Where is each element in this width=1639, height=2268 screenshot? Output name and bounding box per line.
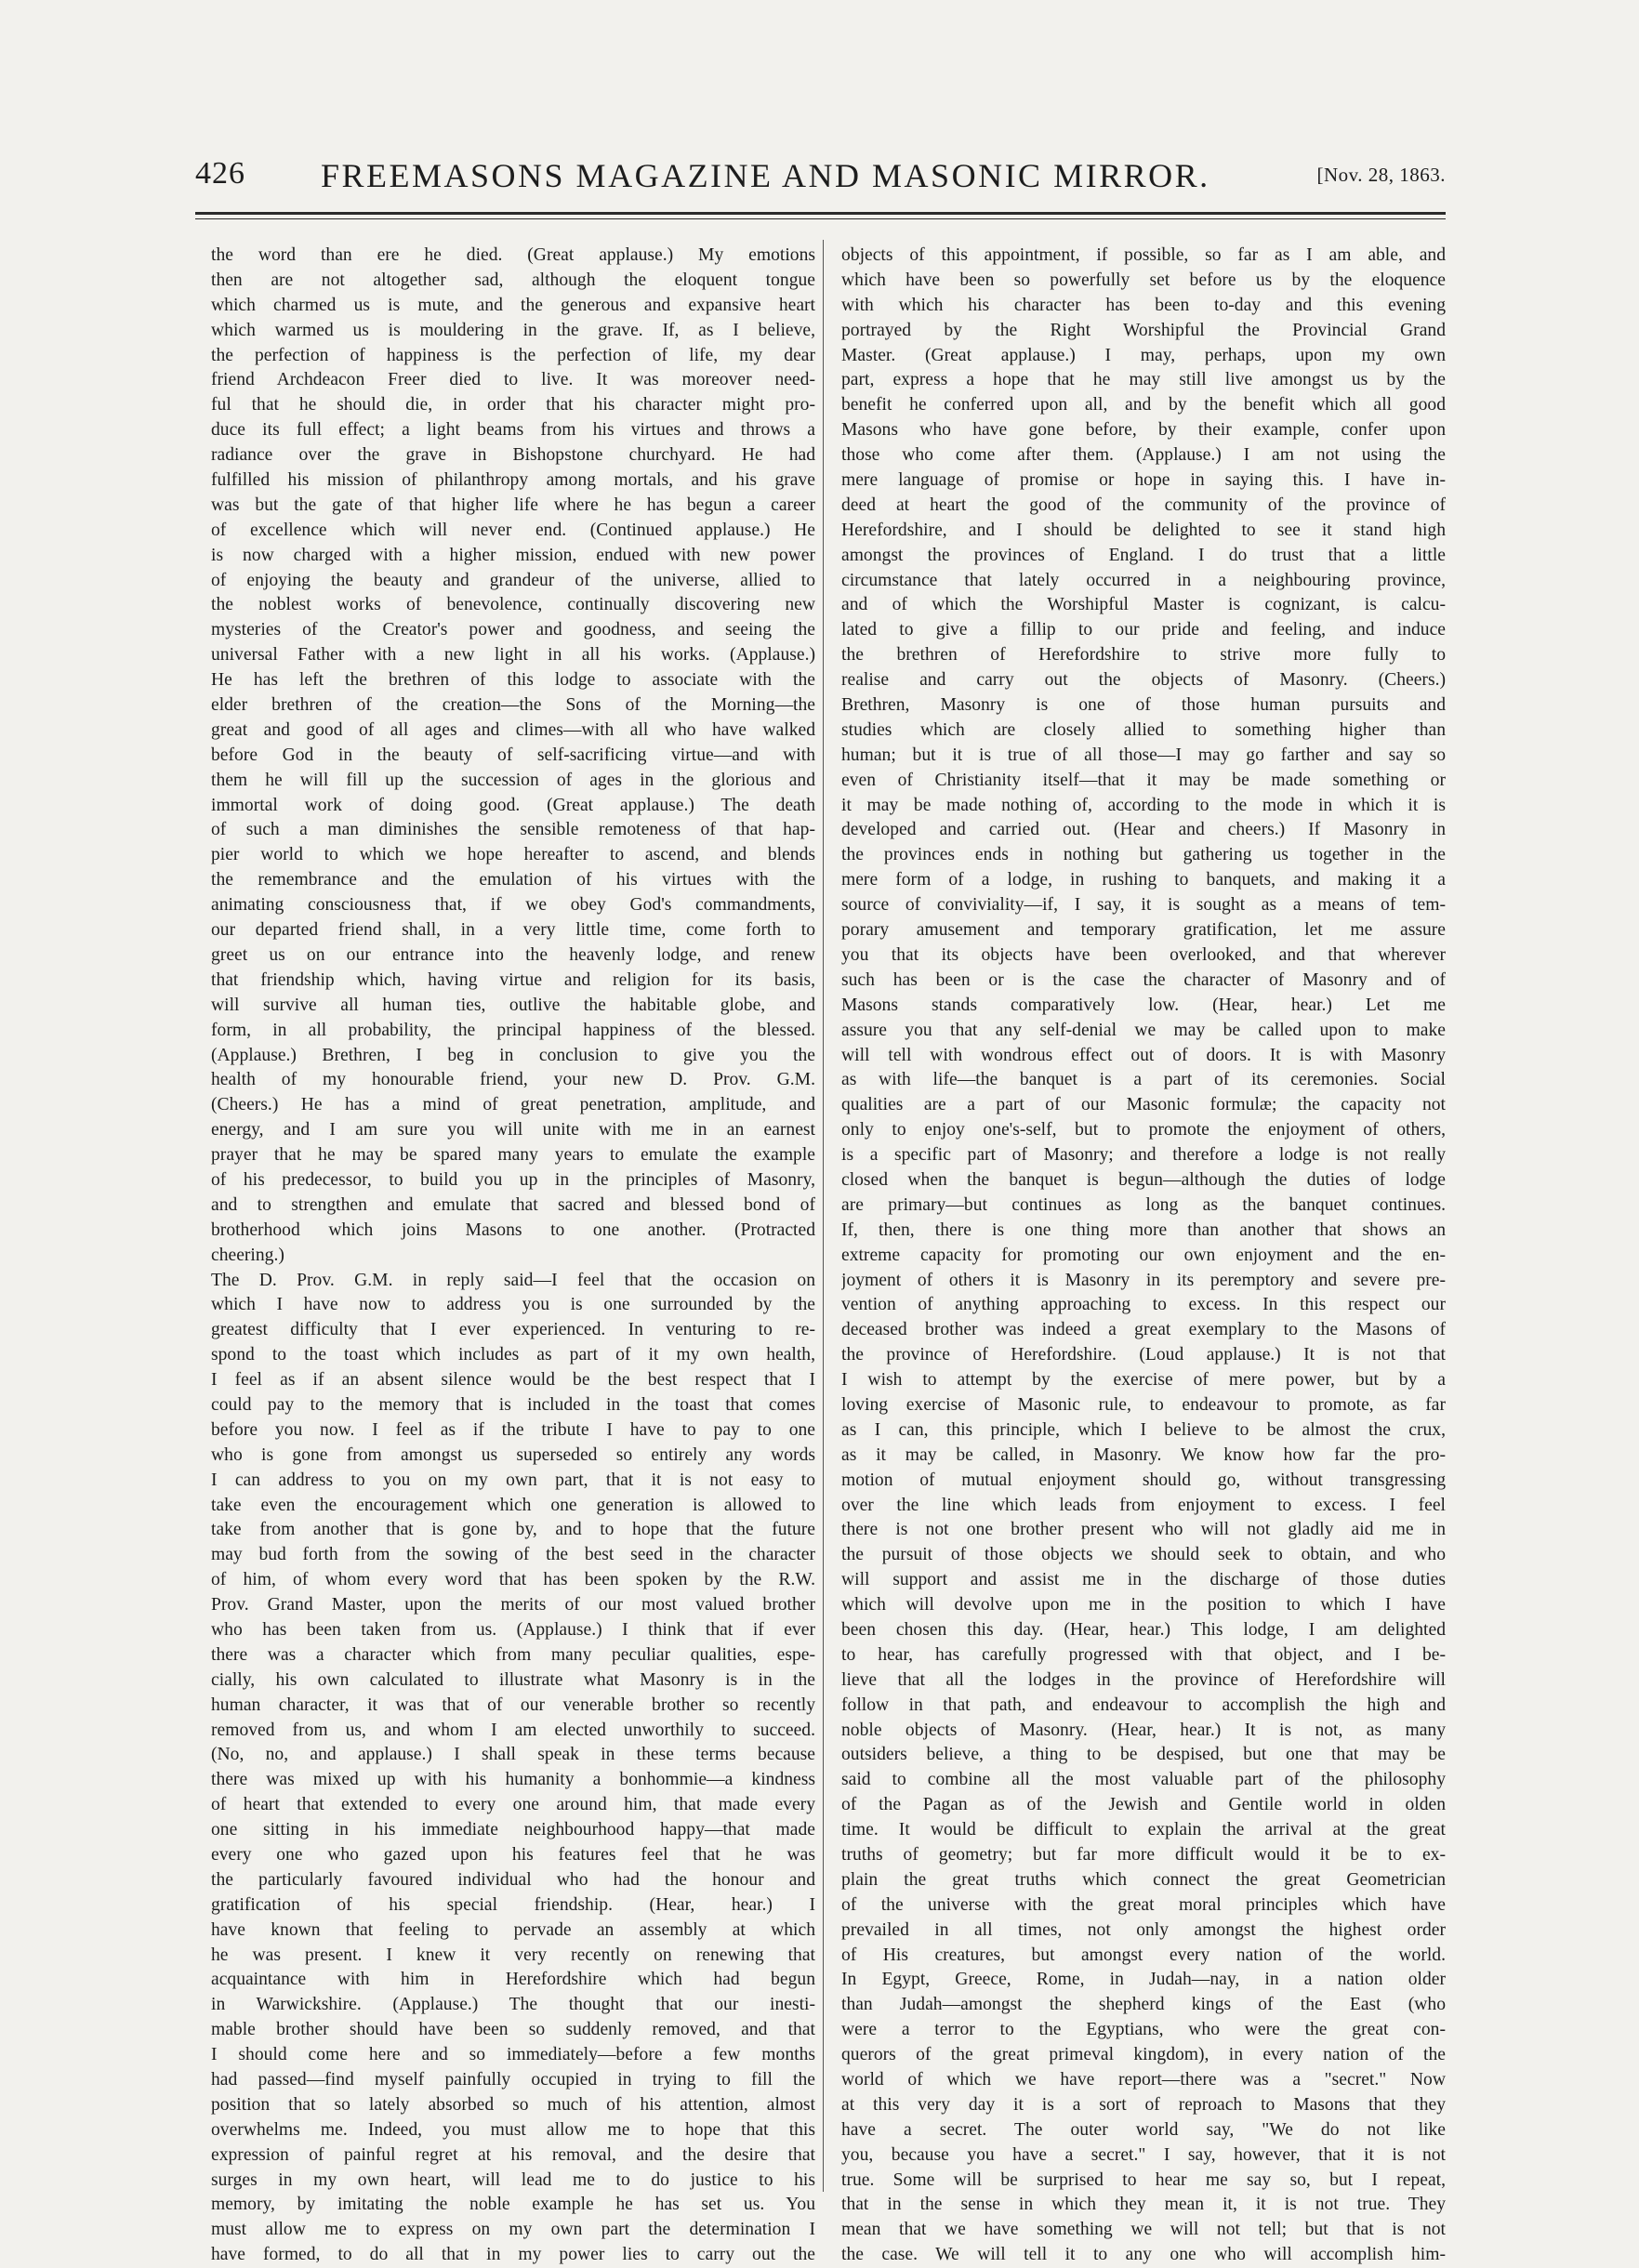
text-line: motion of mutual enjoyment should go, without transgressing — [841, 1470, 1446, 1490]
text-line: part, express a hope that he may still live amongst us by the — [841, 370, 1446, 390]
text-line: prevailed in all times, not only amongst the highest order — [841, 1919, 1446, 1940]
text-line: even of Christianity itself—that it may be made something or — [841, 770, 1446, 790]
text-line: may bud forth from the sowing of the best seed in the character — [211, 1545, 815, 1565]
text-line: qualities are a part of our Masonic formulæ; the capacity not — [841, 1095, 1446, 1115]
text-line: removed from us, and whom I am elected unworthily to succeed. — [211, 1720, 815, 1740]
text-line: take even the encouragement which one generation is allowed to — [211, 1495, 815, 1515]
text-line: could pay to the memory that is included in the toast that comes — [211, 1394, 815, 1415]
text-line: form, in all probability, the principal happiness of the blessed. — [211, 1020, 815, 1040]
text-line: I wish to attempt by the exercise of mere power, but by a — [841, 1370, 1446, 1391]
text-line: friend Archdeacon Freer died to live. It was moreover need- — [211, 370, 815, 390]
text-line: such has been or is the case the character of Masonry and of — [841, 969, 1446, 990]
text-line: are primary—but continues as long as the banquet continues. — [841, 1194, 1446, 1215]
text-line: overwhelms me. Indeed, you must allow me to hope that this — [211, 2119, 815, 2140]
text-line: every one who gazed upon his features feel that he was — [211, 1845, 815, 1865]
text-line: pier world to which we hope hereafter to ascend, and blends — [211, 845, 815, 865]
text-line: expression of painful regret at his removal, and the desire that — [211, 2144, 815, 2165]
text-line: gratification of his special friendship. (Hear, hear.) I — [211, 1894, 815, 1915]
text-line: noble objects of Masonry. (Hear, hear.) It is not, as many — [841, 1720, 1446, 1740]
text-line: mere language of promise or hope in saying this. I have in- — [841, 470, 1446, 491]
text-line: deed at heart the good of the community of the province of — [841, 494, 1446, 515]
text-line: Master. (Great applause.) I may, perhaps, upon my own — [841, 345, 1446, 365]
text-line: one sitting in his immediate neighbourhood happy—that made — [211, 1820, 815, 1840]
text-line: radiance over the grave in Bishopstone churchyard. He had — [211, 445, 815, 466]
text-line: have known that feeling to pervade an assembly at which — [211, 1919, 815, 1940]
text-line: that friendship which, having virtue and religion for its basis, — [211, 969, 815, 990]
text-line: fulfilled his mission of philanthropy among mortals, and his grave — [211, 470, 815, 491]
text-line: before God in the beauty of self-sacrificing virtue—and with — [211, 745, 815, 765]
text-line: realise and carry out the objects of Masonry. (Cheers.) — [841, 670, 1446, 691]
text-line: studies which are closely allied to something higher than — [841, 719, 1446, 740]
text-line: of the universe with the great moral principles which have — [841, 1894, 1446, 1915]
text-line: health of my honourable friend, your new D. Prov. G.M. — [211, 1070, 815, 1090]
text-line: you that its objects have been overlooked, and that wherever — [841, 944, 1446, 965]
text-line: vention of anything approaching to excess. In this respect our — [841, 1295, 1446, 1315]
text-line: mere form of a lodge, in rushing to banquets, and making it a — [841, 870, 1446, 890]
text-line: human; but it is true of all those—I may go farther and say so — [841, 745, 1446, 765]
text-line: have formed, to do all that in my power lies to carry out the — [211, 2245, 815, 2265]
text-line: closed when the banquet is begun—although the duties of lodge — [841, 1169, 1446, 1190]
masthead-title: FREEMASONS MAGAZINE AND MASONIC MIRROR. — [321, 157, 1210, 194]
header-rule-thin — [195, 218, 1446, 219]
text-line: acquaintance with him in Herefordshire which had begun — [211, 1970, 815, 1990]
text-line: (Cheers.) He has a mind of great penetration, amplitude, and — [211, 1095, 815, 1115]
text-line: mean that we have something we will not tell; but that is not — [841, 2220, 1446, 2240]
text-line: only to enjoy one's-self, but to promote the enjoyment of others, — [841, 1120, 1446, 1141]
text-line: deceased brother was indeed a great exemplary to the Masons of — [841, 1320, 1446, 1340]
text-line: Herefordshire, and I should be delighted to see it stand high — [841, 520, 1446, 540]
text-line: which warmed us is mouldering in the grave. If, as I believe, — [211, 320, 815, 340]
text-line: been chosen this day. (Hear, hear.) This lodge, I am delighted — [841, 1619, 1446, 1640]
text-line: animating consciousness that, if we obey God's commandments, — [211, 895, 815, 916]
text-line: who is gone from amongst us superseded so entirely any words — [211, 1444, 815, 1465]
text-line: in Warwickshire. (Applause.) The thought that our inesti- — [211, 1995, 815, 2015]
text-line: mysteries of the Creator's power and goodness, and seeing the — [211, 620, 815, 640]
text-line: memory, by imitating the noble example he has set us. You — [211, 2195, 815, 2215]
text-line: plain the great truths which connect the great Geometrician — [841, 1869, 1446, 1890]
text-line: immortal work of doing good. (Great applause.) The death — [211, 795, 815, 815]
page-header — [195, 156, 1446, 203]
text-line: portrayed by the Right Worshipful the Provincial Grand — [841, 320, 1446, 340]
text-line: the provinces ends in nothing but gathering us together in the — [841, 845, 1446, 865]
text-line: said to combine all the most valuable part of the philosophy — [841, 1770, 1446, 1790]
text-line: of enjoying the beauty and grandeur of the universe, allied to — [211, 570, 815, 590]
text-line: brotherhood which joins Masons to one another. (Protracted — [211, 1220, 815, 1240]
text-line: he was present. I knew it very recently on renewing that — [211, 1945, 815, 1965]
text-line: the remembrance and the emulation of his virtues with the — [211, 870, 815, 890]
text-line: energy, and I am sure you will unite with me in an earnest — [211, 1120, 815, 1141]
text-line: of His creatures, but amongst every nation of the world. — [841, 1945, 1446, 1965]
text-line: have a secret. The outer world say, "We do not like — [841, 2119, 1446, 2140]
text-line: greet us on our entrance into the heavenly lodge, and renew — [211, 944, 815, 965]
text-line: elder brethren of the creation—the Sons of the Morning—the — [211, 695, 815, 716]
text-line: to hear, has carefully progressed with that object, and I be- — [841, 1644, 1446, 1665]
text-line: the word than ere he died. (Great applause.) My emotions — [211, 245, 815, 265]
text-line: the brethren of Herefordshire to strive more fully to — [841, 645, 1446, 666]
text-line: will tell with wondrous effect out of doors. It is with Masonry — [841, 1045, 1446, 1065]
right-column — [841, 244, 1446, 2268]
text-line: extreme capacity for promoting our own enjoyment and the en- — [841, 1245, 1446, 1265]
text-line: (No, no, and applause.) I shall speak in these terms because — [211, 1745, 815, 1765]
text-line: than Judah—amongst the shepherd kings of the East (who — [841, 1995, 1446, 2015]
text-line: of such a man diminishes the sensible remoteness of that hap- — [211, 820, 815, 840]
text-line: and to strengthen and emulate that sacred and blessed bond of — [211, 1194, 815, 1215]
text-line: mable brother should have been so suddenly removed, and that — [211, 2020, 815, 2040]
text-line: is a specific part of Masonry; and therefore a lodge is not really — [841, 1145, 1446, 1166]
text-line: with which his character has been to-day and this evening — [841, 295, 1446, 315]
text-line: will survive all human ties, outlive the habitable globe, and — [211, 995, 815, 1015]
text-line: greatest difficulty that I ever experienced. In venturing to re- — [211, 1320, 815, 1340]
text-line: porary amusement and temporary gratification, let me assure — [841, 920, 1446, 941]
text-line: loving exercise of Masonic rule, to endeavour to promote, as far — [841, 1394, 1446, 1415]
text-line: cheering.) — [211, 1245, 284, 1265]
page-number: 426 — [195, 156, 245, 191]
text-line: it may be made nothing of, according to the mode in which it is — [841, 795, 1446, 815]
text-line: source of conviviality—if, I say, it is sought as a means of tem- — [841, 895, 1446, 916]
text-line: that in the sense in which they mean it, it is not true. They — [841, 2195, 1446, 2215]
text-line: true. Some will be surprised to hear me say so, but I repeat, — [841, 2169, 1446, 2190]
text-line: circumstance that lately occurred in a neighbouring province, — [841, 570, 1446, 590]
issue-date: [Nov. 28, 1863. — [1316, 164, 1446, 186]
text-line: I can address to you on my own part, that it is not easy to — [211, 1470, 815, 1490]
text-line: universal Father with a new light in all his works. (Applause.) — [211, 645, 815, 666]
text-line: In Egypt, Greece, Rome, in Judah—nay, in a nation older — [841, 1970, 1446, 1990]
text-line: who has been taken from us. (Applause.) I think that if ever — [211, 1619, 815, 1640]
text-line: the province of Herefordshire. (Loud applause.) It is not that — [841, 1345, 1446, 1365]
text-line: at this very day it is a sort of reproach to Masons that they — [841, 2094, 1446, 2115]
text-line: cially, his own calculated to illustrate what Masonry is in the — [211, 1669, 815, 1690]
text-line: prayer that he may be spared many years to emulate the example — [211, 1145, 815, 1166]
text-line: the particularly favoured individual who had the honour and — [211, 1869, 815, 1890]
text-line: those who come after them. (Applause.) I am not using the — [841, 445, 1446, 466]
text-line: take from another that is gone by, and to hope that the future — [211, 1520, 815, 1540]
column-divider — [823, 240, 824, 2192]
text-line: great and good of all ages and climes—with all who have walked — [211, 719, 815, 740]
text-line: there was mixed up with his humanity a bonhommie—a kindness — [211, 1770, 815, 1790]
text-line: assure you that any self-denial we may be called upon to make — [841, 1020, 1446, 1040]
text-line: will support and assist me in the discharge of those duties — [841, 1570, 1446, 1590]
text-line: ful that he should die, in order that his character might pro- — [211, 395, 815, 415]
text-line: there was a character which from many peculiar qualities, espe- — [211, 1644, 815, 1665]
text-line: as I can, this principle, which I believe to be almost the crux, — [841, 1419, 1446, 1440]
text-line: querors of the great primeval kingdom), in every nation of the — [841, 2045, 1446, 2065]
text-line: objects of this appointment, if possible, so far as I am able, and — [841, 245, 1446, 265]
text-line: joyment of others it is Masonry in its peremptory and severe pre- — [841, 1270, 1446, 1290]
text-line: lated to give a fillip to our pride and feeling, and induce — [841, 620, 1446, 640]
text-line: our departed friend shall, in a very little time, come forth to — [211, 920, 815, 941]
text-line: was but the gate of that higher life where he has begun a career — [211, 494, 815, 515]
text-line: amongst the provinces of England. I do trust that a little — [841, 545, 1446, 565]
text-line: the case. We will tell it to any one who will accomplish him- — [841, 2245, 1446, 2265]
text-line: which I have now to address you is one surrounded by the — [211, 1295, 815, 1315]
text-line: and of which the Worshipful Master is cognizant, is calcu- — [841, 595, 1446, 615]
text-line: developed and carried out. (Hear and cheers.) If Masonry in — [841, 820, 1446, 840]
text-line: as it may be called, in Masonry. We know how far the pro- — [841, 1444, 1446, 1465]
text-line: human character, it was that of our venerable brother so recently — [211, 1694, 815, 1715]
text-line: duce its full effect; a light beams from his virtues and throws a — [211, 420, 815, 441]
text-line: then are not altogether sad, although the eloquent tongue — [211, 270, 815, 290]
text-line: were a terror to the Egyptians, who were the great con- — [841, 2020, 1446, 2040]
text-line: you, because you have a secret." I say, however, that it is not — [841, 2144, 1446, 2165]
text-line: the noblest works of benevolence, continually discovering new — [211, 595, 815, 615]
text-line: which have been so powerfully set before us by the eloquence — [841, 270, 1446, 290]
text-line: the perfection of happiness is the perfection of life, my dear — [211, 345, 815, 365]
text-line: Brethren, Masonry is one of those human pursuits and — [841, 695, 1446, 716]
text-line: must allow me to express on my own part the determination I — [211, 2220, 815, 2240]
text-line: had passed—find myself painfully occupied in trying to fill the — [211, 2070, 815, 2090]
text-line: follow in that path, and endeavour to accomplish the high and — [841, 1694, 1446, 1715]
text-line: (Applause.) Brethren, I beg in conclusion to give you the — [211, 1045, 815, 1065]
text-line: surges in my own heart, will lead me to do justice to his — [211, 2169, 815, 2190]
text-line: Masons stands comparatively low. (Hear, hear.) Let me — [841, 995, 1446, 1015]
text-line: truths of geometry; but far more difficult would it be to ex- — [841, 1845, 1446, 1865]
text-line: before you now. I feel as if the tribute I have to pay to one — [211, 1419, 815, 1440]
text-line: spond to the toast which includes as part of it my own health, — [211, 1345, 815, 1365]
text-line: of the Pagan as of the Jewish and Gentile world in olden — [841, 1795, 1446, 1815]
left-column — [211, 244, 815, 2268]
text-line: lieve that all the lodges in the province of Herefordshire will — [841, 1669, 1446, 1690]
text-line: of heart that extended to every one around him, that made every — [211, 1795, 815, 1815]
text-line: He has left the brethren of this lodge to associate with the — [211, 670, 815, 691]
text-line: of him, of whom every word that has been spoken by the R.W. — [211, 1570, 815, 1590]
text-line: outsiders believe, a thing to be despised, but one that may be — [841, 1745, 1446, 1765]
text-line: over the line which leads from enjoyment to excess. I feel — [841, 1495, 1446, 1515]
text-line: which charmed us is mute, and the generous and expansive heart — [211, 295, 815, 315]
text-line: Masons who have gone before, by their example, confer upon — [841, 420, 1446, 441]
text-line: world of which we have report—there was a "secret." Now — [841, 2070, 1446, 2090]
text-line: The D. Prov. G.M. in reply said—I feel that the occasion on — [211, 1270, 815, 1290]
text-line: there is not one brother present who will not gladly aid me in — [841, 1520, 1446, 1540]
text-line: time. It would be difficult to explain the arrival at the great — [841, 1820, 1446, 1840]
text-line: I should come here and so immediately—before a few months — [211, 2045, 815, 2065]
text-line: I feel as if an absent silence would be the best respect that I — [211, 1370, 815, 1391]
text-line: as with life—the banquet is a part of its ceremonies. Social — [841, 1070, 1446, 1090]
text-line: is now charged with a higher mission, endued with new power — [211, 545, 815, 565]
text-line: benefit he conferred upon all, and by the benefit which all good — [841, 395, 1446, 415]
text-line: If, then, there is one thing more than another that shows an — [841, 1220, 1446, 1240]
text-line: position that so lately absorbed so much of his attention, almost — [211, 2094, 815, 2115]
text-line: of his predecessor, to build you up in the principles of Masonry, — [211, 1169, 815, 1190]
header-rule-thick — [195, 212, 1446, 215]
text-line: the pursuit of those objects we should seek to obtain, and who — [841, 1545, 1446, 1565]
text-line: of excellence which will never end. (Continued applause.) He — [211, 520, 815, 540]
text-line: them he will fill up the succession of ages in the glorious and — [211, 770, 815, 790]
text-line: which will devolve upon me in the position to which I have — [841, 1595, 1446, 1615]
text-line: Prov. Grand Master, upon the merits of our most valued brother — [211, 1595, 815, 1615]
